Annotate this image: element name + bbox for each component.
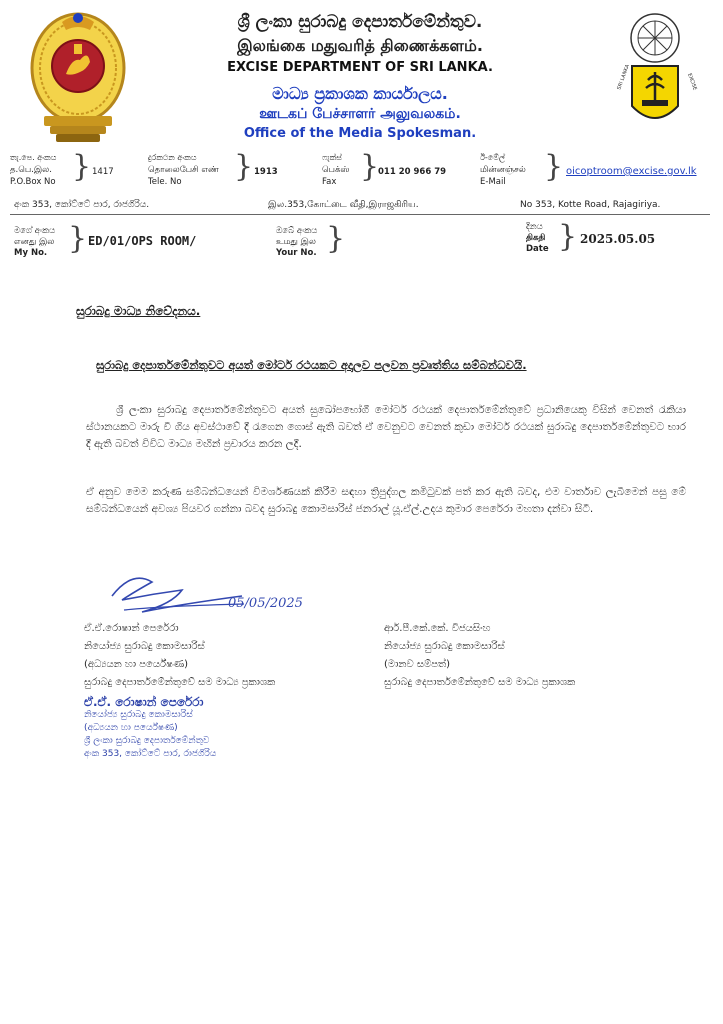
- signatory-left-role: සුරාබදු දෙපාර්තමේන්තුවේ සම මාධ්‍ය ප්‍රකාශක: [84, 677, 276, 688]
- my-no-value: ED/01/OPS ROOM/: [88, 234, 197, 248]
- press-release-heading: සුරාබදු මාධ්‍ය නිවේදනය.: [76, 304, 201, 318]
- handwritten-date: 05/05/2025: [228, 596, 303, 611]
- date-value: 2025.05.05: [580, 232, 656, 246]
- signatory-left-name: ඒ.ඒ.රොෂාන් පෙරේරා: [84, 623, 179, 634]
- subject-heading: සුරාබදු දෙපාර්තමේන්තුවට අයත් මෝටර් රථයකට අදාලව පලවන ප්‍රවෘත්තිය සම්බන්ධවයි.: [96, 358, 527, 372]
- stamp-title: නියෝජ්‍ය සුරාබදු කොමසාරිස්: [84, 710, 193, 720]
- address-english: No 353, Kotte Road, Rajagiriya.: [520, 200, 661, 210]
- excise-department-logo-icon: [612, 10, 698, 132]
- signatory-left: [84, 620, 275, 692]
- header-divider: [10, 214, 710, 215]
- your-no-label: ඔබේ අංකය உமது இல Your No.: [276, 226, 318, 258]
- department-title-english: EXCISE DEPARTMENT OF SRI LANKA.: [227, 60, 493, 75]
- brace-divider: }: [558, 219, 578, 254]
- signatory-right-name: ආර්.පී.කේ.කේ. විජයසිංහ: [384, 623, 491, 634]
- office-title-sinhala: මාධ්‍ය ප්‍රකාශක කාර්යාලය.: [272, 84, 448, 103]
- signatory-right-division: (මානව සම්පත්): [384, 659, 451, 670]
- tele-value: 1913: [254, 167, 278, 177]
- stamp-address: අංක 353, කෝට්ටේ පාර, රාජගිරිය: [84, 749, 217, 759]
- signatory-left-division: (අධ්‍යයන හා පර්යේෂණ): [84, 659, 188, 670]
- fax-label: ෆැක්ස් பெக்ஸ் Fax: [322, 153, 350, 187]
- paragraph-1: ශ්‍රී ලංකා සුරාබදු දෙපාර්තමේන්තුවට අයත් සුඛෝපභෝගී මෝටර් රථයක් දෙපාර්තමේන්තුවේ ප්‍රධානියෙකු විසින් වෙනත් රැකියා ස්ථානයකට මාරු වී ගිය අවස්ථාවේ දී රැගෙන ගොස් ඇති බවත් ඒ වෙනුවට වෙනත් කුඩා මෝටර් රථයක් සුරාබදු දෙපාර්තමේන්තුවට භාර දී ඇති බවත් විවිධ මාධ්‍ය මඟින් ප්‍රචාරය කරන ලදී.: [86, 404, 686, 450]
- pobox-label: තැ.පෙ. අංකය த.பெ.இல. P.O.Box No: [10, 153, 57, 187]
- signatory-right-title: නියෝජ්‍ය සුරාබදු කොමසාරිස්: [384, 641, 505, 652]
- date-label: දිනය திகதி Date: [526, 222, 549, 254]
- fax-value: 011 20 966 79: [378, 167, 447, 177]
- stamp-name: ඒ.ඒ. රොෂාන් පෙරේරා: [84, 695, 204, 709]
- stamp-dept: ශ්‍රී ලංකා සුරාබදු දෙපාර්තමේන්තුව: [84, 736, 210, 746]
- svg-text:SRI LANKA: SRI LANKA: [616, 63, 631, 91]
- office-title-tamil: ஊடகப் பேச்சாளர் அலுவலகம்.: [259, 106, 461, 122]
- official-stamp: [84, 696, 294, 761]
- signatory-left-title: නියෝජ්‍ය සුරාබදු කොමසාරිස්: [84, 641, 205, 652]
- tele-label: දුරකථන අංකය தொலைபேசி எண் Tele. No: [148, 153, 219, 187]
- address-tamil: இல.353,கோட்டை வீதி,இராஜகிரிய.: [268, 200, 419, 210]
- brace-divider: }: [68, 221, 88, 256]
- brace-divider: }: [544, 149, 564, 184]
- address-sinhala: අංක 353, කෝට්ටේ පාර, රාජගිරිය.: [14, 200, 150, 210]
- office-title-english: Office of the Media Spokesman.: [243, 126, 477, 141]
- brace-divider: }: [72, 149, 92, 184]
- department-title-sinhala: ශ්‍රී ලංකා සුරාබදු දෙපාර්තමේන්තුව.: [237, 12, 483, 32]
- department-title-tamil: இலங்கை மதுவரித் திணைக்களம்.: [237, 36, 483, 55]
- email-label: ඊ-මේල් மின்னஞ்சல் E-Mail: [480, 153, 526, 187]
- paragraph-2: ඒ අනුව මෙම කරුණ සම්බන්ධයෙන් විමර්ශණයක් කිරීම සඳහා ත්‍රිපුද්ගල කමිටුවක් පත් කර ඇති බවද, එම වාර්තාව ලැබීමෙන් පසු මේ සම්බන්ධයෙන් අවශ්‍ය පියවර ගන්නා බවද සුරාබදු කොමසාරිස් ජනරාල් යූ.ඒල්.උදය කුමාර පෙරේරා මහතා දන්වා සිටී.: [86, 486, 686, 515]
- brace-divider: }: [234, 149, 254, 184]
- brace-divider: }: [326, 221, 346, 256]
- email-link[interactable]: oicoptroom@excise.gov.lk: [566, 166, 697, 177]
- brace-divider: }: [360, 149, 380, 184]
- stamp-division: (අධ්‍යයන හා පර්යේෂණ): [84, 723, 178, 733]
- my-no-label: මගේ අංකය எனது இல My No.: [14, 226, 56, 258]
- pobox-value: 1417: [92, 167, 114, 177]
- sri-lanka-emblem-icon: [22, 8, 134, 146]
- signatory-right-role: සුරාබදු දෙපාර්තමේන්තුවේ සම මාධ්‍ය ප්‍රකාශක: [384, 677, 576, 688]
- svg-text:EXCISE: EXCISE: [686, 72, 698, 92]
- signatory-right: [384, 620, 575, 692]
